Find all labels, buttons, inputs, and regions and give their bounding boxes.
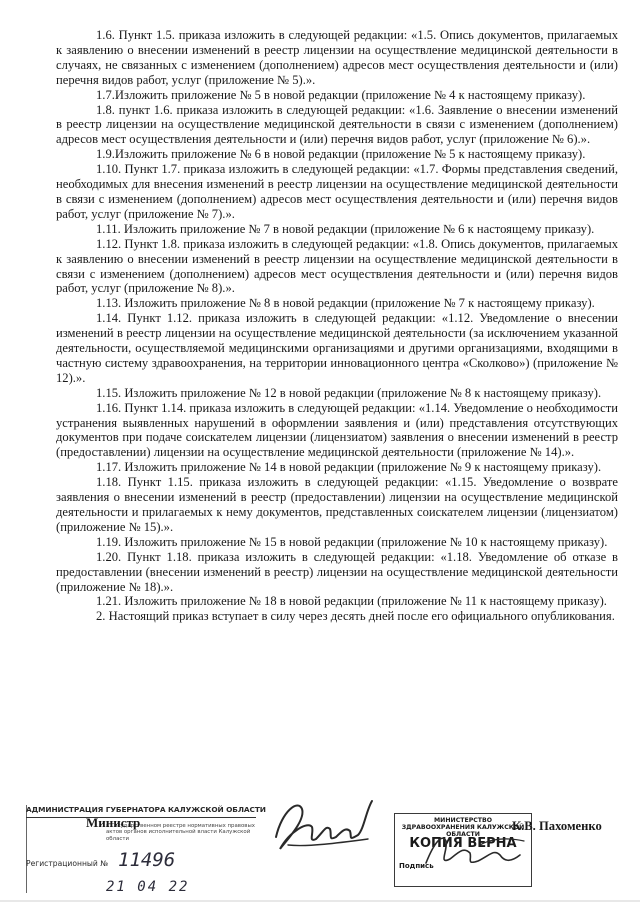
paragraph: 1.7.Изложить приложение № 5 в новой редакции (приложение № 4 к настоящему приказу). [96, 87, 586, 102]
paragraph: 1.13. Изложить приложение № 8 в новой редакции (приложение № 7 к настоящему приказу). [96, 296, 595, 311]
handwritten-signature [268, 791, 388, 861]
position-title: Министр [86, 815, 141, 830]
signer-name: К.В. Пахоменко [512, 819, 602, 833]
paragraph: 1.15. Изложить приложение № 12 в новой редакции (приложение № 8 к настоящему приказу). [96, 385, 602, 400]
paragraph: 1.18. Пункт 1.15. приказа изложить в следующей редакции: «1.15. Уведомление о возврате заявления о внесении изменений в реестр (предоставлении) лицензии на осуществление медицинской деятельности и прилагаемых к нему документов, представленных соискателем лицензии (лицензиатом) (приложение № 15).». [56, 475, 618, 534]
copy-stamp-organization: МИНИСТЕРСТВО ЗДРАВООХРАНЕНИЯ КАЛУЖСКОЙ ОБЛАСТИ [401, 817, 525, 838]
paragraph: 1.6. Пункт 1.5. приказа изложить в следующей редакции: «1.5. Опись документов, прилагаемых к заявлению о внесении изменений в реестр лицензии на осуществление медицинской деятельности в случаях, не связанных с изменением (дополнением) адресов мест осуществления деятельности и (или) перечня видов работ, услуг (приложение № 5).». [56, 28, 618, 87]
paragraph: 1.19. Изложить приложение № 15 в новой редакции (приложение № 10 к настоящему приказу). [96, 534, 608, 549]
stamp-reg-number: 11496 [118, 849, 176, 871]
paragraph: 1.17. Изложить приложение № 14 в новой редакции (приложение № 9 к настоящему приказу). [96, 460, 602, 475]
paragraph: 1.21. Изложить приложение № 18 в новой редакции (приложение № 11 к настоящему приказу). [96, 594, 607, 609]
stamp-reg-date: 21 04 22 [106, 879, 190, 895]
stamp-authority: АДМИНИСТРАЦИЯ ГУБЕРНАТОРА КАЛУЖСКОЙ ОБЛАСТИ [26, 805, 266, 814]
paragraph: 1.16. Пункт 1.14. приказа изложить в следующей редакции: «1.14. Уведомление о необходимости устранения выявленных нарушений в оформлении заявления и (или) представления отсутствующих документов при подаче соискателем лицензии (лицензиатом) заявления о внесении изменений в реестр (предоставлении) лицензии на осуществление медицинской деятельности (приложение № 14).». [56, 400, 618, 460]
stamp-note: в Государственном реестре нормативных правовых актов органов исполнительной власти Калужской области [106, 823, 255, 842]
signature-area [0, 785, 640, 904]
stamp-divider [26, 817, 256, 818]
copy-stamp-sign-label: Подпись [399, 862, 434, 870]
paragraph: 1.9.Изложить приложение № 6 в новой редакции (приложение № 5 к настоящему приказу). [96, 147, 586, 162]
stamp-border [26, 805, 27, 893]
paragraph: 1.11. Изложить приложение № 7 в новой редакции (приложение № 6 к настоящему приказу). [96, 221, 595, 236]
paragraph: 1.14. Пункт 1.12. приказа изложить в следующей редакции: «1.12. Уведомление о внесении изменений в реестр лицензии на осуществление медицинской деятельности (за исключением указанной деятельности, осуществляемой медицинскими организациями и другими организациями, входящими в частную систему здравоохранения, на территории инновационного центра «Сколково») (приложение № 12).». [56, 311, 618, 385]
paragraph: 1.10. Пункт 1.7. приказа изложить в следующей редакции: «1.7. Формы представления сведений, необходимых для внесения изменений в реестр лицензии на осуществление медицинской деятельности в связи с изменением (дополнением) адресов мест осуществления деятельности и (или) перечня видов работ, услуг (приложение № 7).». [56, 162, 618, 221]
registration-stamp [22, 795, 266, 895]
paragraph: 1.20. Пункт 1.18. приказа изложить в следующей редакции: «1.18. Уведомление об отказе в предоставлении (внесении изменений в реестр) лицензии на осуществление медицинской деятельности (приложение № 18).». [56, 549, 618, 594]
paragraph: 1.12. Пункт 1.8. приказа изложить в следующей редакции: «1.8. Опись документов, прилагаемых к заявлению о внесении изменений в реестр лицензии на осуществление медицинской деятельности в связи с изменением (дополнением) адресов мест осуществления деятельности и (или) перечня видов работ, услуг (приложение № 8).». [56, 236, 618, 296]
copy-stamp-title: КОПИЯ ВЕРНА [409, 836, 517, 851]
paragraph: 1.8. пункт 1.6. приказа изложить в следующей редакции: «1.6. Заявление о внесении изменений в реестр лицензии на осуществление медицинской деятельности в связи с изменением (дополнением) адресов мест осуществления деятельности и (или) перечня видов работ, услуг (приложение № 6).». [56, 102, 618, 147]
order-text [56, 28, 618, 624]
paragraph: 2. Настоящий приказ вступает в силу через десять дней после его официального опубликования. [96, 609, 615, 624]
page-edge [0, 900, 640, 902]
stamp-reg-label: Регистрационный № [26, 859, 109, 868]
